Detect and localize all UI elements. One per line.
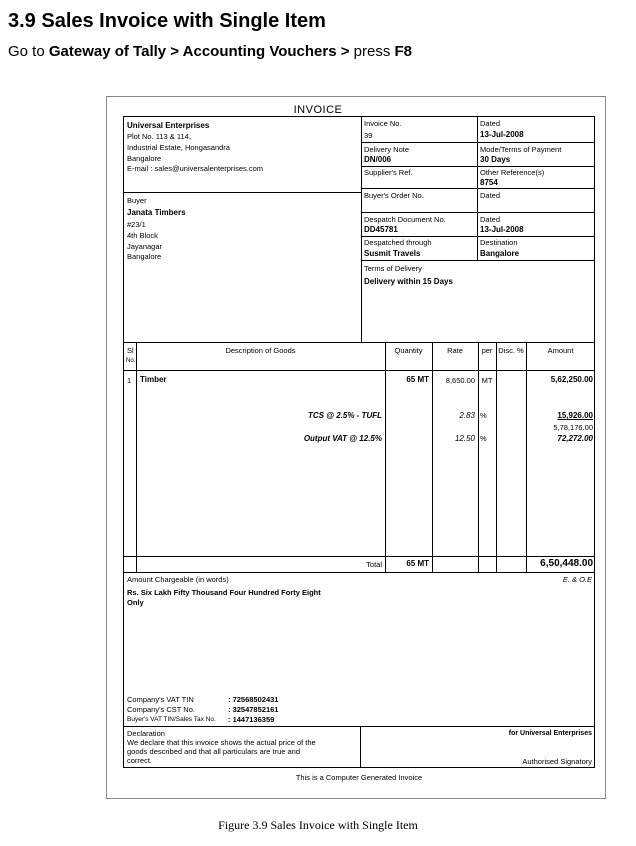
declaration-line: correct. [127,756,153,765]
buyer-line: Bangalore [127,252,162,261]
total-bottom-rule [123,572,595,573]
table-header-rule [123,370,595,371]
col-divider [496,342,497,572]
rule [361,260,595,261]
delivery-note-value: DN/006 [364,155,392,164]
col-header-sl: Sl [127,346,134,355]
authorised-signatory: Authorised Signatory [522,757,592,766]
vat-rate: 12.50 [454,434,475,443]
invoice-no-value: 39 [364,131,373,140]
nav-mid: press [349,43,395,60]
mode-terms-label: Mode/Terms of Payment [480,145,562,154]
buyer-name: Janata Timbers [127,208,186,217]
tcs-rate: 2.83 [459,411,475,420]
rule [123,192,361,193]
col-divider [136,342,137,572]
buyer-line: #23/1 [127,220,146,229]
item-rate: 8,650.00 [445,376,475,385]
cst-value: : 32547852161 [228,705,279,714]
mode-terms-value: 30 Days [480,155,511,164]
buyer-tin-value: : 1447136359 [228,715,275,724]
rule [361,212,595,213]
declaration-rule [123,726,595,727]
amount-words-line1: Rs. Six Lakh Fifty Thousand Four Hundred Forty Eight [127,588,321,597]
vat-per: % [480,434,487,443]
for-company: for Universal Enterprises [508,730,592,737]
figure-caption: Figure 3.9 Sales Invoice with Single Item [218,818,418,832]
item-amount: 5,62,250.00 [550,375,593,384]
item-description: Timber [140,375,167,384]
despatch-dated-value: 13-Jul-2008 [480,225,524,234]
amount-words-line2: Only [127,598,144,607]
vat-tin-label: Company's VAT TIN [127,695,194,704]
nav-prefix: Go to [8,43,49,60]
buyer-label: Buyer [127,196,147,205]
item-per: MT [481,376,493,385]
rule [361,236,595,237]
vat-amount: 72,272.00 [557,434,593,443]
suppliers-ref-label: Supplier's Ref. [364,168,413,177]
item-quantity: 65 MT [406,375,429,384]
col-header-quantity: Quantity [394,346,423,355]
vat-tin-value: : 72568502431 [228,695,279,704]
seller-line: Bangalore [127,154,162,163]
nav-path: Gateway of Tally > Accounting Vouchers > [48,43,350,60]
seller-name: Universal Enterprises [127,121,210,130]
col-header-no: No. [126,358,136,364]
seller-email: E-mail : sales@universalenterprises.com [127,164,263,173]
signature-divider [360,726,361,768]
dated-label: Dated [480,119,501,128]
computer-generated-note: This is a Computer Generated Invoice [295,773,423,782]
eoe-label: E. & O.E [562,575,592,584]
seller-line: Plot No. 113 & 114, [127,132,191,141]
total-amount: 6,50,448.00 [540,558,593,569]
total-quantity: 65 MT [406,559,429,568]
buyer-tin-label: Buyer's VAT TIN/Sales Tax No. [127,716,216,723]
declaration-line: goods described and that all particulars are true and [127,747,301,756]
terms-delivery-value: Delivery within 15 Days [364,277,453,286]
rule [361,142,595,143]
amount-words-label: Amount Chargeable (in words) [127,575,229,584]
despatched-through-value: Susmit Travels [364,249,421,258]
seller-line: Industrial Estate, Hongasandra [127,143,230,152]
tcs-label: TCS @ 2.5% - TUFL [307,411,382,420]
col-header-amount: Amount [547,346,574,355]
buyers-order-label: Buyer's Order No. [364,191,424,200]
delivery-note-label: Delivery Note [364,145,410,154]
declaration-line: We declare that this invoice shows the actual price of the [127,738,316,747]
table-top-rule [123,342,595,343]
terms-delivery-label: Terms of Delivery [364,264,422,273]
despatch-dated-label: Dated [480,215,501,224]
col-header-description: Description of Goods [225,346,296,355]
col-header-per: per [481,346,493,355]
dated-value: 13-Jul-2008 [480,130,524,139]
destination-value: Bangalore [480,249,520,258]
buyers-order-dated-label: Dated [480,191,501,200]
col-header-disc: Disc. % [498,346,524,355]
despatched-through-label: Despatched through [364,238,432,247]
tcs-amount: 15,926.00 [557,411,593,420]
invoice-title: INVOICE [293,104,343,116]
rule [361,166,595,167]
rule [361,188,595,189]
section-heading: 3.9 Sales Invoice with Single Item [8,10,326,32]
vat-label: Output VAT @ 12.5% [303,434,382,443]
item-sl: 1 [127,376,132,385]
col-header-rate: Rate [447,346,463,355]
despatch-doc-value: DD45781 [364,225,398,234]
nav-key: F8 [394,43,413,60]
subtotal: 5,78,176.00 [553,423,593,432]
total-label: Total [366,560,382,569]
buyer-line: Jayanagar [127,242,163,251]
despatch-doc-label: Despatch Document No. [364,215,446,224]
other-refs-value: 8754 [480,178,498,187]
buyer-line: 4th Block [127,231,158,240]
destination-label: Destination [480,238,518,247]
tcs-per: % [480,411,487,420]
navigation-instruction [8,43,412,60]
total-top-rule [123,556,595,557]
cst-label: Company's CST No. [127,705,195,714]
header-divider [361,116,362,342]
invoice-no-label: Invoice No. [364,119,402,128]
other-refs-label: Other Reference(s) [480,168,545,177]
declaration-label: Declaration [127,729,165,738]
